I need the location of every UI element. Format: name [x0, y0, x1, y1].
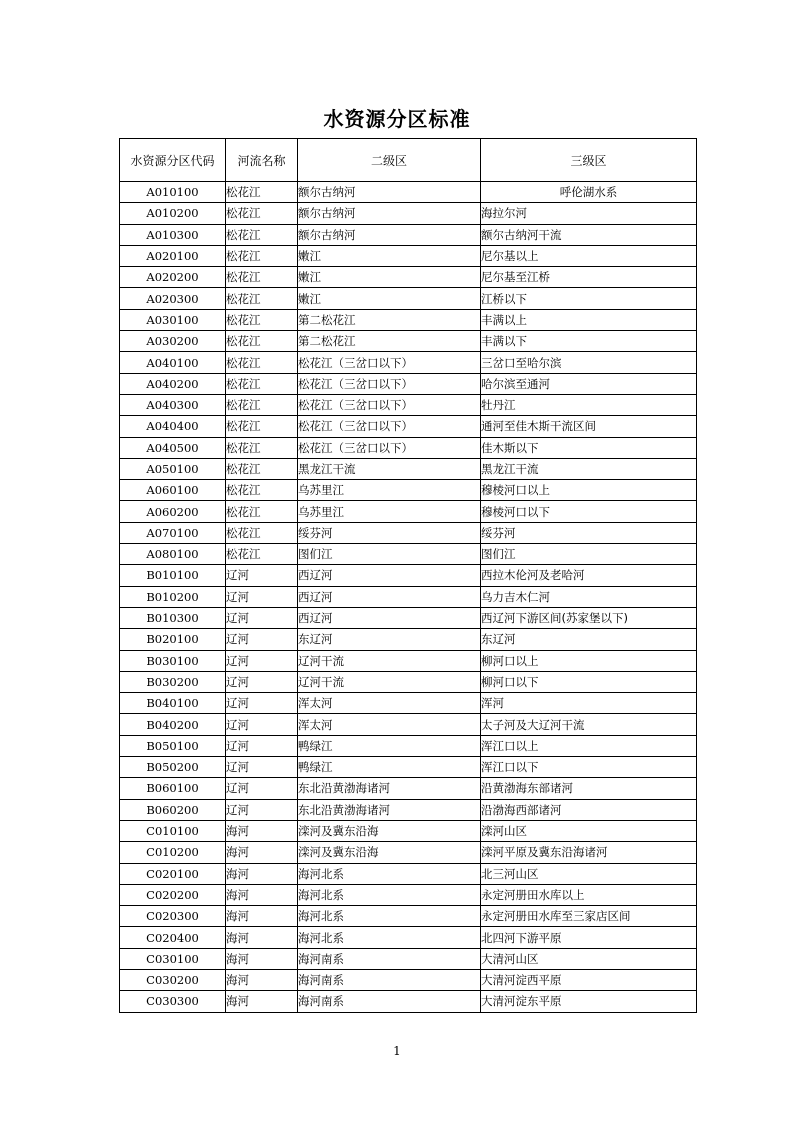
river-name-cell: 松花江: [226, 309, 298, 330]
header-river-name: 河流名称: [226, 139, 298, 182]
table-row: [120, 544, 697, 565]
zone-code-cell: B030200: [120, 671, 226, 692]
zone-code-cell: A010100: [120, 182, 226, 203]
table-row: [120, 394, 697, 415]
level3-zone-cell: 尼尔基以上: [481, 245, 697, 266]
river-name-cell: 松花江: [226, 352, 298, 373]
zone-code-cell: A020100: [120, 245, 226, 266]
table-row: [120, 969, 697, 990]
level2-zone-cell: 乌苏里江: [298, 480, 481, 501]
level3-zone-cell: 呼伦湖水系: [481, 182, 697, 203]
river-name-cell: 辽河: [226, 650, 298, 671]
river-name-cell: 松花江: [226, 331, 298, 352]
level3-zone-cell: 绥芬河: [481, 522, 697, 543]
level3-zone-cell: 大清河淀东平原: [481, 991, 697, 1012]
table-row: [120, 501, 697, 522]
table-row: [120, 203, 697, 224]
river-name-cell: 海河: [226, 969, 298, 990]
level3-zone-cell: 丰满以下: [481, 331, 697, 352]
level2-zone-cell: 黑龙江干流: [298, 458, 481, 479]
zone-code-cell: C020100: [120, 863, 226, 884]
table-row: [120, 948, 697, 969]
river-name-cell: 海河: [226, 906, 298, 927]
zone-code-cell: B030100: [120, 650, 226, 671]
table-row: [120, 607, 697, 628]
table-row: [120, 906, 697, 927]
level2-zone-cell: 辽河干流: [298, 650, 481, 671]
page-number: 1: [393, 1044, 401, 1058]
level2-zone-cell: 图们江: [298, 544, 481, 565]
zone-code-cell: A030100: [120, 309, 226, 330]
river-name-cell: 海河: [226, 863, 298, 884]
level3-zone-cell: 滦河平原及冀东沿海诸河: [481, 842, 697, 863]
level2-zone-cell: 海河南系: [298, 991, 481, 1012]
header-level3-zone: 三级区: [481, 139, 697, 182]
level2-zone-cell: 松花江（三岔口以下）: [298, 437, 481, 458]
table-row: [120, 458, 697, 479]
table-row: [120, 884, 697, 905]
level3-zone-cell: 牡丹江: [481, 394, 697, 415]
level2-zone-cell: 海河北系: [298, 927, 481, 948]
river-name-cell: 松花江: [226, 458, 298, 479]
level2-zone-cell: 额尔古纳河: [298, 224, 481, 245]
zone-code-cell: A040100: [120, 352, 226, 373]
level2-zone-cell: 额尔古纳河: [298, 203, 481, 224]
table-row: [120, 480, 697, 501]
level3-zone-cell: 太子河及大辽河干流: [481, 714, 697, 735]
table-row: [120, 267, 697, 288]
zone-code-cell: A040200: [120, 373, 226, 394]
table-row: [120, 331, 697, 352]
river-name-cell: 海河: [226, 927, 298, 948]
zone-code-cell: B060200: [120, 799, 226, 820]
river-name-cell: 松花江: [226, 182, 298, 203]
zone-code-cell: B020100: [120, 629, 226, 650]
level2-zone-cell: 额尔古纳河: [298, 182, 481, 203]
level2-zone-cell: 嫩江: [298, 245, 481, 266]
zone-code-cell: A020200: [120, 267, 226, 288]
zone-code-cell: C020400: [120, 927, 226, 948]
level3-zone-cell: 通河至佳木斯干流区间: [481, 416, 697, 437]
level3-zone-cell: 沿渤海西部诸河: [481, 799, 697, 820]
river-name-cell: 辽河: [226, 714, 298, 735]
zone-code-cell: A010200: [120, 203, 226, 224]
zone-code-cell: A070100: [120, 522, 226, 543]
river-name-cell: 松花江: [226, 522, 298, 543]
level2-zone-cell: 东北沿黄渤海诸河: [298, 799, 481, 820]
river-name-cell: 辽河: [226, 565, 298, 586]
level3-zone-cell: 哈尔滨至通河: [481, 373, 697, 394]
zone-code-cell: A030200: [120, 331, 226, 352]
level2-zone-cell: 鸭绿江: [298, 757, 481, 778]
river-name-cell: 松花江: [226, 245, 298, 266]
river-name-cell: 松花江: [226, 203, 298, 224]
zone-code-cell: C030100: [120, 948, 226, 969]
level2-zone-cell: 松花江（三岔口以下）: [298, 352, 481, 373]
zone-code-cell: C030300: [120, 991, 226, 1012]
table-row: [120, 586, 697, 607]
level2-zone-cell: 绥芬河: [298, 522, 481, 543]
river-name-cell: 辽河: [226, 799, 298, 820]
level2-zone-cell: 东辽河: [298, 629, 481, 650]
level2-zone-cell: 东北沿黄渤海诸河: [298, 778, 481, 799]
river-name-cell: 松花江: [226, 544, 298, 565]
level3-zone-cell: 西拉木伦河及老哈河: [481, 565, 697, 586]
river-name-cell: 辽河: [226, 757, 298, 778]
river-name-cell: 辽河: [226, 629, 298, 650]
zone-code-cell: A080100: [120, 544, 226, 565]
level3-zone-cell: 江桥以下: [481, 288, 697, 309]
river-name-cell: 辽河: [226, 671, 298, 692]
zone-code-cell: A050100: [120, 458, 226, 479]
zone-code-cell: B010100: [120, 565, 226, 586]
level2-zone-cell: 海河南系: [298, 969, 481, 990]
level2-zone-cell: 鸭绿江: [298, 735, 481, 756]
zone-code-cell: A060200: [120, 501, 226, 522]
zone-code-cell: B010200: [120, 586, 226, 607]
table-row: [120, 863, 697, 884]
zone-code-cell: A040500: [120, 437, 226, 458]
river-name-cell: 松花江: [226, 437, 298, 458]
table-row: [120, 799, 697, 820]
table-header-row: [120, 139, 697, 182]
level3-zone-cell: 佳木斯以下: [481, 437, 697, 458]
river-name-cell: 松花江: [226, 373, 298, 394]
river-name-cell: 海河: [226, 991, 298, 1012]
level3-zone-cell: 滦河山区: [481, 820, 697, 841]
level3-zone-cell: 尼尔基至江桥: [481, 267, 697, 288]
table-row: [120, 842, 697, 863]
table-row: [120, 927, 697, 948]
table-row: [120, 714, 697, 735]
zone-code-cell: C030200: [120, 969, 226, 990]
level3-zone-cell: 西辽河下游区间(苏家堡以下): [481, 607, 697, 628]
table-row: [120, 224, 697, 245]
zone-code-cell: A060100: [120, 480, 226, 501]
level2-zone-cell: 嫩江: [298, 267, 481, 288]
level3-zone-cell: 浑江口以上: [481, 735, 697, 756]
zone-code-cell: C010200: [120, 842, 226, 863]
level3-zone-cell: 东辽河: [481, 629, 697, 650]
document-title: 水资源分区标准: [323, 107, 471, 131]
level3-zone-cell: 永定河册田水库至三家店区间: [481, 906, 697, 927]
header-level2-zone: 二级区: [298, 139, 481, 182]
table-row: [120, 757, 697, 778]
table-row: [120, 352, 697, 373]
zone-code-cell: B040100: [120, 693, 226, 714]
level3-zone-cell: 三岔口至哈尔滨: [481, 352, 697, 373]
level3-zone-cell: 浑河: [481, 693, 697, 714]
river-name-cell: 辽河: [226, 693, 298, 714]
level2-zone-cell: 第二松花江: [298, 309, 481, 330]
level2-zone-cell: 西辽河: [298, 565, 481, 586]
zone-code-cell: B040200: [120, 714, 226, 735]
table-row: [120, 288, 697, 309]
level2-zone-cell: 浑太河: [298, 693, 481, 714]
zone-code-cell: A040300: [120, 394, 226, 415]
river-name-cell: 松花江: [226, 267, 298, 288]
level2-zone-cell: 海河北系: [298, 906, 481, 927]
level2-zone-cell: 乌苏里江: [298, 501, 481, 522]
table-row: [120, 182, 697, 203]
level3-zone-cell: 海拉尔河: [481, 203, 697, 224]
table-row: [120, 245, 697, 266]
level2-zone-cell: 浑太河: [298, 714, 481, 735]
level2-zone-cell: 海河北系: [298, 863, 481, 884]
level3-zone-cell: 浑江口以下: [481, 757, 697, 778]
zone-code-cell: C020300: [120, 906, 226, 927]
level2-zone-cell: 松花江（三岔口以下）: [298, 394, 481, 415]
table-row: [120, 671, 697, 692]
zone-code-cell: A020300: [120, 288, 226, 309]
level3-zone-cell: 永定河册田水库以上: [481, 884, 697, 905]
river-name-cell: 松花江: [226, 224, 298, 245]
table-row: [120, 778, 697, 799]
level3-zone-cell: 大清河山区: [481, 948, 697, 969]
river-name-cell: 松花江: [226, 416, 298, 437]
level2-zone-cell: 滦河及冀东沿海: [298, 842, 481, 863]
river-name-cell: 松花江: [226, 480, 298, 501]
level2-zone-cell: 松花江（三岔口以下）: [298, 416, 481, 437]
zone-code-cell: B060100: [120, 778, 226, 799]
river-name-cell: 海河: [226, 842, 298, 863]
level3-zone-cell: 北三河山区: [481, 863, 697, 884]
level3-zone-cell: 乌力吉木仁河: [481, 586, 697, 607]
level3-zone-cell: 图们江: [481, 544, 697, 565]
zone-code-cell: A040400: [120, 416, 226, 437]
table-row: [120, 820, 697, 841]
level2-zone-cell: 辽河干流: [298, 671, 481, 692]
river-name-cell: 海河: [226, 884, 298, 905]
level2-zone-cell: 嫩江: [298, 288, 481, 309]
zone-code-cell: A010300: [120, 224, 226, 245]
river-name-cell: 松花江: [226, 394, 298, 415]
water-resource-zone-table: [119, 138, 697, 1013]
river-name-cell: 海河: [226, 820, 298, 841]
level3-zone-cell: 大清河淀西平原: [481, 969, 697, 990]
table-row: [120, 437, 697, 458]
river-name-cell: 松花江: [226, 501, 298, 522]
level2-zone-cell: 第二松花江: [298, 331, 481, 352]
level3-zone-cell: 柳河口以下: [481, 671, 697, 692]
level2-zone-cell: 西辽河: [298, 607, 481, 628]
level2-zone-cell: 海河南系: [298, 948, 481, 969]
river-name-cell: 辽河: [226, 586, 298, 607]
table-body: [120, 182, 697, 1013]
level3-zone-cell: 柳河口以上: [481, 650, 697, 671]
river-name-cell: 辽河: [226, 778, 298, 799]
table-row: [120, 309, 697, 330]
zone-code-cell: C010100: [120, 820, 226, 841]
zone-code-cell: B050100: [120, 735, 226, 756]
table-row: [120, 735, 697, 756]
level3-zone-cell: 穆棱河口以上: [481, 480, 697, 501]
level3-zone-cell: 北四河下游平原: [481, 927, 697, 948]
zone-code-cell: C020200: [120, 884, 226, 905]
level3-zone-cell: 丰满以上: [481, 309, 697, 330]
table-row: [120, 522, 697, 543]
level3-zone-cell: 黑龙江干流: [481, 458, 697, 479]
zone-code-cell: B010300: [120, 607, 226, 628]
level2-zone-cell: 滦河及冀东沿海: [298, 820, 481, 841]
table-row: [120, 565, 697, 586]
level2-zone-cell: 海河北系: [298, 884, 481, 905]
table-row: [120, 373, 697, 394]
table-row: [120, 416, 697, 437]
level2-zone-cell: 松花江（三岔口以下）: [298, 373, 481, 394]
level3-zone-cell: 额尔古纳河干流: [481, 224, 697, 245]
level3-zone-cell: 穆棱河口以下: [481, 501, 697, 522]
river-name-cell: 海河: [226, 948, 298, 969]
zone-code-cell: B050200: [120, 757, 226, 778]
table-row: [120, 650, 697, 671]
table-row: [120, 991, 697, 1012]
level3-zone-cell: 沿黄渤海东部诸河: [481, 778, 697, 799]
table-row: [120, 629, 697, 650]
river-name-cell: 松花江: [226, 288, 298, 309]
river-name-cell: 辽河: [226, 735, 298, 756]
table-row: [120, 693, 697, 714]
level2-zone-cell: 西辽河: [298, 586, 481, 607]
river-name-cell: 辽河: [226, 607, 298, 628]
header-zone-code: 水资源分区代码: [120, 139, 226, 182]
